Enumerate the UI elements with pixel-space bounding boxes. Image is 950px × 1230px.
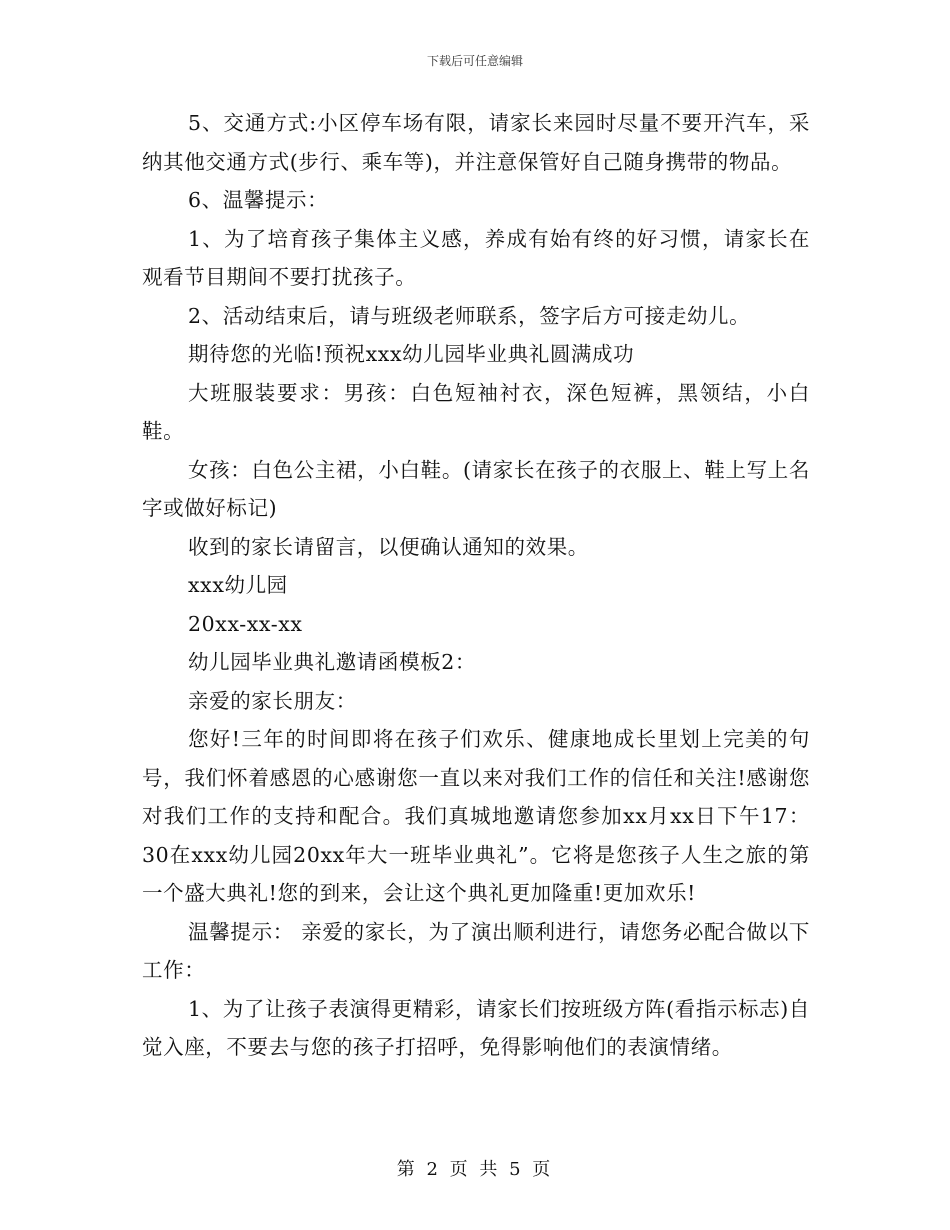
paragraph-transport: 5、交通方式:小区停车场有限，请家长来园时尽量不要开汽车，采纳其他交通方式(步行、乘车等)，并注意保管好自己随身携带的物品。	[142, 111, 810, 174]
paragraph-reminder: 温馨提示： 亲爱的家长，为了演出顺利进行，请您务必配合做以下工作：	[142, 919, 810, 982]
page-header: 下载后可任意编辑	[426, 54, 523, 68]
paragraph-seating: 1、为了让孩子表演得更精彩，请家长们按班级方阵(看指示标志)自觉入座，不要去与您的孩子打招呼，免得影响他们的表演情绪。	[142, 996, 810, 1059]
paragraph-signature: xxx幼儿园	[188, 573, 288, 597]
paragraph-wishes: 期待您的光临!预祝xxx幼儿园毕业典礼圆满成功	[188, 342, 635, 366]
paragraph-tips-heading: 6、温馨提示：	[188, 188, 329, 212]
paragraph-template-title: 幼儿园毕业典礼邀请函模板2：	[188, 650, 476, 674]
page-footer: 第 2 页 共 5 页	[396, 1159, 554, 1180]
paragraph-date: 20xx-xx-xx	[188, 611, 303, 636]
paragraph-tip-1: 1、为了培育孩子集体主义感，养成有始有终的好习惯，请家长在观看节目期间不要打扰孩子。	[142, 226, 810, 289]
paragraph-tip-2: 2、活动结束后，请与班级老师联系，签字后方可接走幼儿。	[188, 303, 751, 328]
paragraph-salutation: 亲爱的家长朋友：	[188, 688, 357, 713]
paragraph-dress-boys: 大班服装要求：男孩：白色短袖衬衣，深色短裤，黑领结，小白鞋。	[142, 380, 810, 443]
paragraph-reply: 收到的家长请留言，以便确认通知的效果。	[188, 534, 589, 559]
paragraph-dress-girls: 女孩：白色公主裙，小白鞋。(请家长在孩子的衣服上、鞋上写上名字或做好标记)	[142, 457, 810, 520]
paragraph-invitation: 您好!三年的时间即将在孩子们欢乐、健康地成长里划上完美的句号，我们怀着感恩的心感谢您一直以来对我们工作的信任和关注!感谢您对我们工作的支持和配合。我们真城地邀请您参加xx月xx日下午17：30在xxx幼儿园20xx年大一班毕业典礼”。它将是您孩子人生之旅的第一个盛大典礼!您的到来，会让这个典礼更加隆重!更加欢乐!	[142, 727, 810, 905]
document-body	[142, 104, 810, 1067]
